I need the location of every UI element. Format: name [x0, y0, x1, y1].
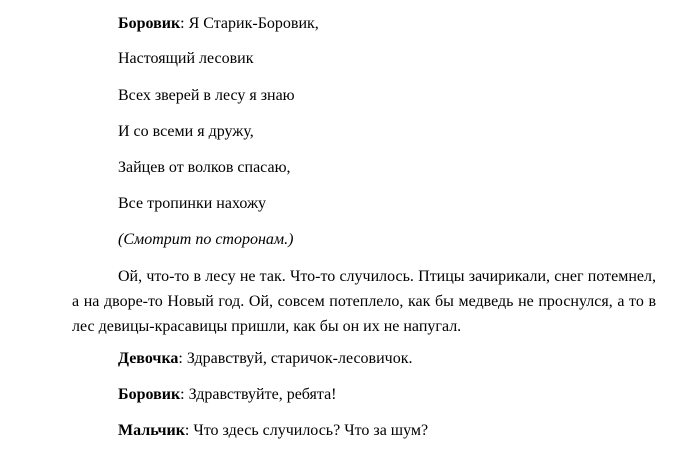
dialog-line-2: [118, 385, 337, 405]
line-text: Здравствуй, старичок-лесовичок.: [186, 350, 413, 367]
line-text: Зайцев от волков спасаю,: [118, 159, 291, 176]
line-text: И со всеми я дружу,: [118, 123, 254, 140]
line-text: Я Старик-Боровик,: [188, 15, 319, 32]
verse-line-5: [118, 158, 291, 178]
dialog-line-1: [118, 349, 412, 369]
line-text: Всех зверей в лесу я знаю: [118, 87, 295, 104]
speaker-name: Девочка: [118, 350, 179, 367]
speaker-separator: :: [180, 15, 189, 32]
speaker-separator: :: [184, 422, 194, 439]
line-text: Здравствуйте, ребята!: [188, 386, 337, 403]
verse-line-1: [118, 14, 319, 34]
speaker-name: Боровик: [118, 386, 181, 403]
speaker-separator: :: [178, 350, 187, 367]
line-text: Все тропинки нахожу: [118, 195, 266, 212]
line-text: Настоящий лесовик: [118, 50, 254, 67]
verse-line-3: [118, 86, 295, 106]
speaker-name: Мальчик: [118, 422, 185, 439]
line-text: Что здесь случилось? Что за шум?: [193, 422, 429, 439]
verse-line-6: [118, 194, 266, 214]
dialog-line-3: [118, 421, 428, 441]
speaker-name: Боровик: [118, 15, 181, 32]
verse-line-4: [118, 122, 254, 142]
speaker-separator: :: [180, 386, 189, 403]
prose-paragraph: Ой, что-то в лесу не так. Что-то случилось. Птицы зачирикали, снег потемнел, а на дворе-то Новый год. Ой, совсем потеплело, как бы медведь не проснулся, а то в лес девицы-красавицы пришли, как бы он их не напугал.: [72, 268, 656, 335]
stage-direction-text: (Смотрит по сторонам.): [118, 231, 294, 248]
stage-direction: [118, 230, 293, 250]
verse-line-2: [118, 49, 254, 69]
